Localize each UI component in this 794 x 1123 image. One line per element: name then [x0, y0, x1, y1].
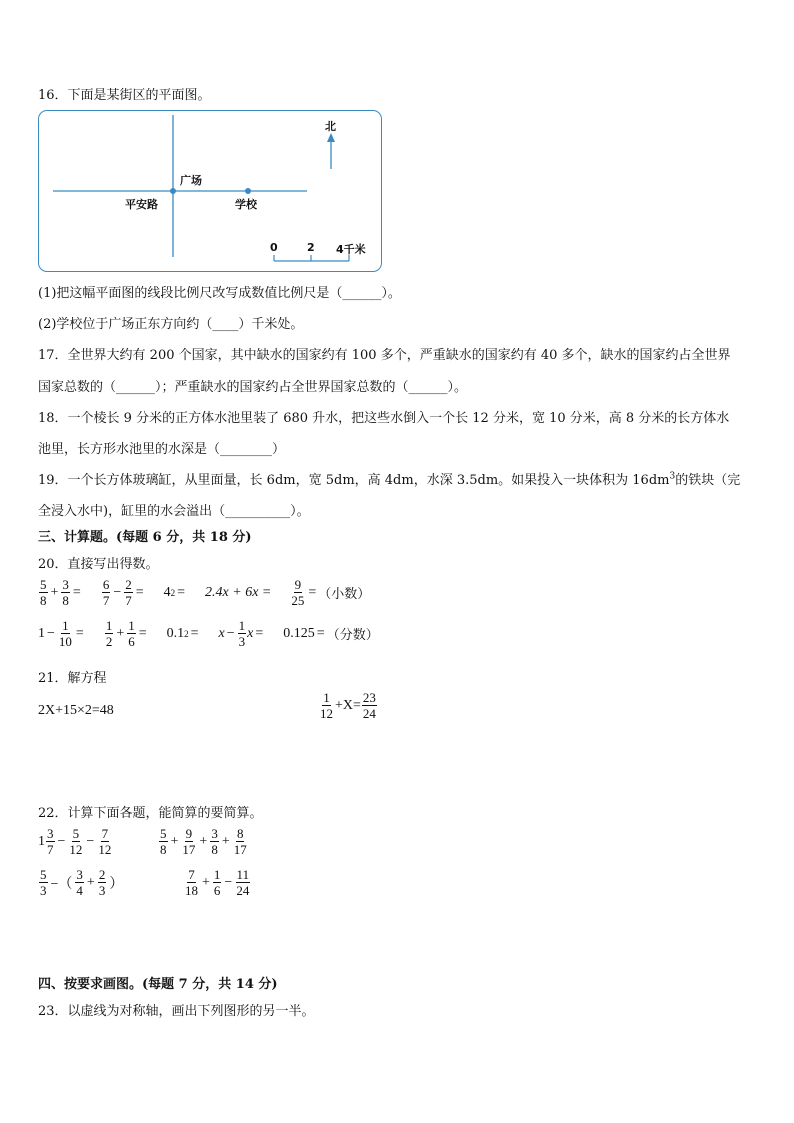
q20-title: 20．直接写出得数。 [38, 557, 159, 572]
q20-item-6: 1 − $\frac{1}{10}$ = [38, 618, 84, 649]
q21-title: 21．解方程 [38, 671, 107, 686]
q19-line2: 全浸入水中)，缸里的水会溢出（__________）。 [38, 504, 310, 519]
street-map [38, 110, 382, 272]
scale-tick-4: 4千米 [336, 243, 366, 256]
q23-text: 23．以虚线为对称轴，画出下列图形的另一半。 [38, 1004, 315, 1019]
q20-item-5: $\frac{9}{25}$ = （小数） [291, 577, 371, 608]
plaza-label: 广场 [180, 174, 202, 187]
q20-item-9: x − $\frac{1}{3}$ x = [218, 618, 264, 649]
q20-row1 [38, 577, 388, 608]
q20-row2 [38, 618, 397, 649]
school-label: 学校 [235, 198, 257, 211]
q22-d: $\frac{7}{18}$ + $\frac{1}{6}$ − $\frac{11}{24}$ [185, 867, 250, 898]
street-map-drawing [39, 111, 381, 271]
q21-eq1: 2X+15×2=48 [38, 703, 114, 718]
q20-item-7: $\frac{1}{2}$ + $\frac{1}{6}$ = [105, 618, 147, 649]
q18-line2: 池里，长方形水池里的水深是（________） [38, 442, 286, 457]
q22-title: 22．计算下面各题，能简算的要简算。 [38, 806, 263, 821]
north-arrow-icon [327, 133, 335, 142]
school-point [245, 188, 251, 194]
q20-item-3: 4 2 = [163, 584, 186, 600]
q21-eq2: $\frac{1}{12}$ +X= $\frac{23}{24}$ [320, 690, 376, 721]
q22-a: 1 $\frac{3}{7}$ − $\frac{5}{12}$ − $\frac{7}{12}$ [38, 826, 112, 857]
q20-item-4: 2.4x + 6x = [205, 584, 272, 600]
road-label: 平安路 [125, 198, 158, 211]
q22-b: $\frac{5}{8}$ + $\frac{9}{17}$ + $\frac{3}{8}$ + $\frac{8}{17}$ [160, 826, 247, 857]
q19-line1: 19．一个长方体玻璃缸，从里面量，长 6dm，宽 5dm，高 4dm，水深 3.5dm。如果投入一块体积为 $16dm^3$的铁块（完 [38, 471, 741, 488]
q16-sub2: (2)学校位于广场正东方向约（____）千米处。 [38, 317, 304, 332]
q22-c: $\frac{5}{3}$ −（ $\frac{3}{4}$ + $\frac{2}{3}$ ） [40, 867, 124, 898]
q20-item-2: $\frac{6}{7}$ − $\frac{2}{7}$ = [102, 577, 144, 608]
scale-tick-2: 2 [307, 241, 315, 254]
q16-sub1: (1)把这幅平面图的线段比例尺改写成数值比例尺是（______）。 [38, 286, 401, 301]
section4-heading: 四、按要求画图。(每题 7 分，共 14 分) [38, 977, 278, 992]
q20-item-10: 0.125 = （分数） [283, 625, 379, 643]
north-label: 北 [325, 120, 336, 133]
section3-heading: 三、计算题。(每题 6 分，共 18 分) [38, 530, 252, 545]
q20-item-8: 0.1 2 = [166, 625, 199, 641]
q17-line1: 17．全世界大约有 200 个国家，其中缺水的国家约有 100 多个，严重缺水的国家约有 40 多个，缺水的国家约占全世界 [38, 348, 731, 363]
q18-line1: 18．一个棱长 9 分米的正方体水池里装了 680 升水，把这些水倒入一个长 12 分米，宽 10 分米，高 8 分米的长方体水 [38, 411, 730, 426]
scale-tick-0: 0 [270, 241, 278, 254]
plaza-point [170, 188, 176, 194]
q16-title: 16．下面是某街区的平面图。 [38, 88, 211, 103]
q20-item-1: $\frac{5}{8}$ + $\frac{3}{8}$ = [40, 577, 81, 608]
q17-line2: 国家总数的（______）；严重缺水的国家约占全世界国家总数的（______）。 [38, 380, 468, 395]
